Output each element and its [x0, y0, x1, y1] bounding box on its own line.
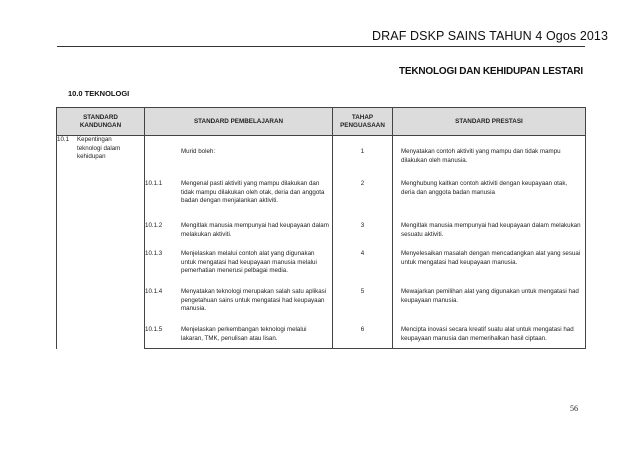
learning-text: Mengitlak manusia mempunyai had keupayaan dalam melakukan aktiviti. [181, 222, 329, 238]
draft-header: DRAF DSKP SAINS TAHUN 4 Ogos 2013 [372, 29, 609, 43]
performance-cell [393, 320, 586, 349]
col-standard-kandungan: STANDARD KANDUNGAN [57, 108, 145, 136]
header-rule [57, 46, 585, 47]
col-tahap-penguasaan: TAHAP PENGUASAAN [333, 108, 393, 136]
level-cell: 4 [333, 244, 393, 282]
learning-text: Mengenal pasti aktiviti yang mampu dilakukan dan tidak mampu dilakukan oleh otak, deria dan anggota badan dengan menjalankan aktiviti. [181, 180, 325, 204]
learning-cell [145, 216, 333, 244]
learning-cell [145, 320, 333, 349]
performance-text: Menyelesaikan masalah dengan mencadangkan alat yang sesuai untuk mengatasi had keupayaan manusia. [401, 250, 581, 266]
performance-text: Menyatakan contoh aktiviti yang mampu dan tidak mampu dilakukan oleh manusia. [401, 148, 561, 164]
learning-code: 10.1.2 [145, 222, 163, 229]
learning-text: Menjelaskan melalui contoh alat yang digunakan untuk mengatasi had keupayaan manusia melalui pemerhatian menerusi pelbagai media. [181, 250, 317, 274]
performance-text: Menghubung kaitkan contoh aktiviti dengan keupayaan otak, deria dan anggota badan manusia [401, 180, 568, 196]
learning-code: 10.1.4 [145, 288, 163, 295]
learning-cell [145, 174, 333, 216]
learning-cell [145, 244, 333, 282]
performance-cell [393, 136, 586, 175]
learning-text: Menyatakan teknologi merupakan salah satu aplikasi pengetahuan sains untuk mengatasi had keupayaan manusia. [181, 288, 327, 312]
performance-text: Mencipta inovasi secara kreatif suatu alat untuk mengatasi had keupayaan manusia dan memerihalkan hasil ciptaan. [401, 326, 574, 342]
performance-text: Mewajarkan pemilihan alat yang digunakan untuk mengatasi had keupayaan manusia. [401, 288, 579, 304]
learning-cell [145, 136, 333, 175]
performance-cell [393, 282, 586, 320]
subtopic-heading: 10.0 TEKNOLOGI [68, 89, 130, 98]
level-cell: 5 [333, 282, 393, 320]
learning-code: 10.1.3 [145, 250, 163, 257]
performance-text: Mengitlak manusia mempunyai had keupayaan dalam melakukan sesuatu aktiviti. [401, 222, 581, 238]
learning-code: 10.1.5 [145, 326, 163, 333]
page-number: 56 [570, 404, 578, 413]
level-cell: 2 [333, 174, 393, 216]
performance-cell [393, 244, 586, 282]
col-standard-pembelajaran: STANDARD PEMBELAJARAN [145, 108, 333, 136]
performance-cell [393, 174, 586, 216]
content-standard-text: Kepentingan teknologi dalam kehidupan [77, 136, 121, 160]
content-standard-cell [57, 136, 145, 349]
level-cell: 3 [333, 216, 393, 244]
section-title: TEKNOLOGI DAN KEHIDUPAN LESTARI [399, 66, 583, 77]
performance-cell [393, 216, 586, 244]
learning-text: Murid boleh: [181, 148, 216, 155]
content-standard-code: 10.1 [57, 136, 70, 143]
col-standard-prestasi: STANDARD PRESTASI [393, 108, 586, 136]
dskp-table [56, 107, 586, 349]
learning-code [145, 148, 181, 157]
level-cell: 1 [333, 136, 393, 175]
learning-code: 10.1.1 [145, 180, 163, 187]
learning-cell [145, 282, 333, 320]
level-cell: 6 [333, 320, 393, 349]
table-header-row [57, 108, 586, 136]
learning-text: Menjelaskan perkembangan teknologi melalui lakaran, TMK, penulisan atau lisan. [181, 326, 307, 342]
table-row [57, 136, 586, 175]
